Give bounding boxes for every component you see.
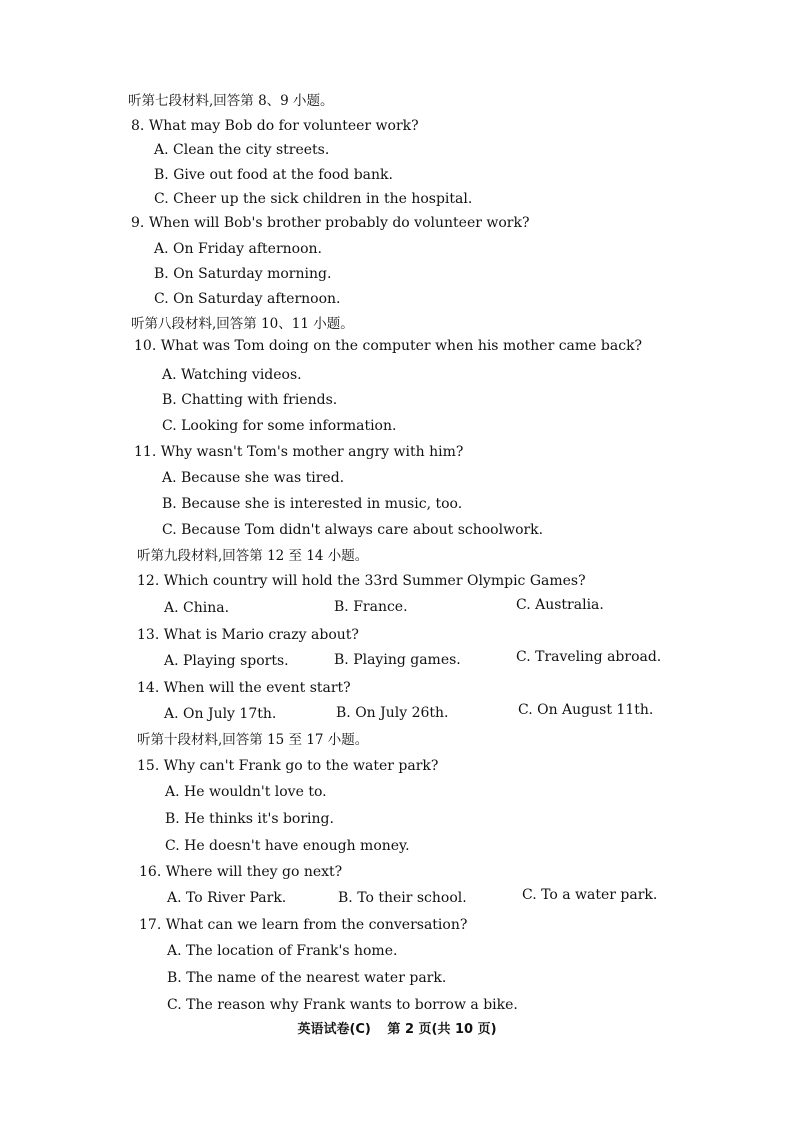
question-8 bbox=[131, 117, 419, 135]
question-number: 10. bbox=[134, 338, 157, 354]
question-number: 12. bbox=[137, 573, 160, 589]
question-9 bbox=[131, 214, 529, 232]
q14-option-a: A. On July 17th. bbox=[164, 706, 277, 722]
question-text: When will Bob's brother probably do volunteer work? bbox=[148, 215, 530, 231]
question-number: 15. bbox=[137, 758, 160, 774]
section-heading-9: 听第九段材料,回答第 12 至 14 小题。 bbox=[137, 548, 369, 564]
q9-option-c: C. On Saturday afternoon. bbox=[154, 291, 341, 307]
q14-option-b: B. On July 26th. bbox=[336, 705, 449, 721]
q14-option-c: C. On August 11th. bbox=[518, 702, 654, 718]
q16-option-a: A. To River Park. bbox=[167, 890, 287, 906]
q17-option-c: C. The reason why Frank wants to borrow a bike. bbox=[167, 997, 518, 1013]
q16-option-b: B. To their school. bbox=[338, 890, 467, 906]
q10-option-a: A. Watching videos. bbox=[162, 367, 302, 383]
question-number: 13. bbox=[137, 627, 160, 643]
q16-option-c: C. To a water park. bbox=[522, 887, 658, 903]
question-13 bbox=[137, 626, 359, 644]
paper-title: 英语试卷(C) bbox=[297, 1022, 371, 1037]
q12-option-a: A. China. bbox=[164, 600, 230, 616]
question-14 bbox=[137, 679, 351, 697]
q13-option-b: B. Playing games. bbox=[334, 652, 461, 668]
q10-option-b: B. Chatting with friends. bbox=[162, 392, 338, 408]
q12-option-c: C. Australia. bbox=[516, 597, 604, 613]
q10-option-c: C. Looking for some information. bbox=[162, 418, 397, 434]
q8-option-c: C. Cheer up the sick children in the hospital. bbox=[154, 191, 473, 207]
question-16 bbox=[139, 863, 342, 881]
question-text: What can we learn from the conversation? bbox=[165, 917, 468, 933]
question-text: What is Mario crazy about? bbox=[163, 627, 359, 643]
question-12 bbox=[137, 572, 586, 590]
q11-option-c: C. Because Tom didn't always care about schoolwork. bbox=[162, 522, 544, 538]
question-11 bbox=[134, 443, 463, 461]
q13-option-a: A. Playing sports. bbox=[164, 653, 289, 669]
question-15 bbox=[137, 757, 438, 775]
question-number: 14. bbox=[137, 680, 160, 696]
q13-option-c: C. Traveling abroad. bbox=[516, 649, 662, 665]
q9-option-a: A. On Friday afternoon. bbox=[154, 241, 322, 257]
section-heading-8: 听第八段材料,回答第 10、11 小题。 bbox=[131, 316, 354, 332]
question-text: What may Bob do for volunteer work? bbox=[148, 118, 419, 134]
question-text: Which country will hold the 33rd Summer Olympic Games? bbox=[163, 573, 586, 589]
question-number: 11. bbox=[134, 444, 157, 460]
page-footer bbox=[0, 1018, 794, 1037]
q17-option-a: A. The location of Frank's home. bbox=[167, 943, 398, 959]
question-number: 8. bbox=[131, 118, 145, 134]
page-number: 第 2 页(共 10 页) bbox=[387, 1022, 497, 1037]
q8-option-a: A. Clean the city streets. bbox=[154, 142, 330, 158]
q9-option-b: B. On Saturday morning. bbox=[154, 266, 332, 282]
q8-option-b: B. Give out food at the food bank. bbox=[154, 167, 393, 183]
question-10 bbox=[134, 337, 642, 355]
q12-option-b: B. France. bbox=[334, 599, 408, 615]
q15-option-b: B. He thinks it's boring. bbox=[165, 811, 334, 827]
section-heading-7: 听第七段材料,回答第 8、9 小题。 bbox=[128, 93, 334, 109]
question-17 bbox=[139, 916, 467, 934]
question-text: When will the event start? bbox=[163, 680, 351, 696]
question-text: Why can't Frank go to the water park? bbox=[163, 758, 439, 774]
question-text: What was Tom doing on the computer when his mother came back? bbox=[160, 338, 643, 354]
q15-option-a: A. He wouldn't love to. bbox=[165, 784, 327, 800]
question-number: 17. bbox=[139, 917, 162, 933]
section-heading-10: 听第十段材料,回答第 15 至 17 小题。 bbox=[137, 732, 369, 748]
q15-option-c: C. He doesn't have enough money. bbox=[165, 838, 410, 854]
q11-option-b: B. Because she is interested in music, too. bbox=[162, 496, 463, 512]
q17-option-b: B. The name of the nearest water park. bbox=[167, 970, 447, 986]
q11-option-a: A. Because she was tired. bbox=[162, 470, 345, 486]
question-text: Where will they go next? bbox=[165, 864, 343, 880]
question-text: Why wasn't Tom's mother angry with him? bbox=[160, 444, 464, 460]
question-number: 16. bbox=[139, 864, 162, 880]
question-number: 9. bbox=[131, 215, 145, 231]
